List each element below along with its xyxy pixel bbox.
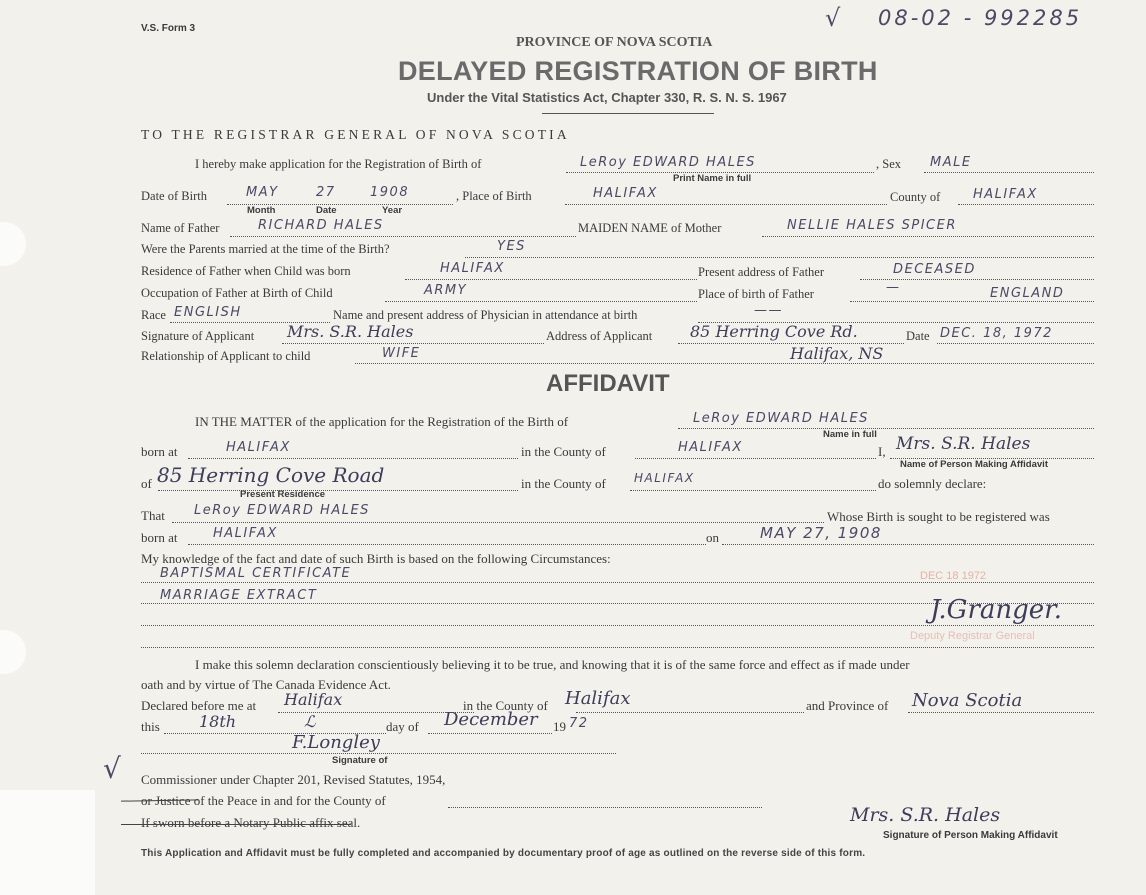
born-at-label: born at [141, 444, 178, 459]
declared-at-value: Halifax [284, 690, 343, 709]
county-label: County of [890, 190, 941, 204]
month-value: December [444, 709, 538, 730]
circumstance-2: MARRIAGE EXTRACT [160, 588, 318, 603]
county-label-3: in the County of [521, 476, 606, 491]
relationship-label: Relationship of Applicant to child [141, 349, 311, 363]
commissioner-check-mark: √ [103, 752, 123, 785]
present-residence-label: Present Residence [240, 489, 326, 500]
title-rule [542, 113, 714, 114]
father-birthplace-label: Place of birth of Father [698, 287, 814, 301]
registrar-stamp-date: DEC 18 1972 [920, 570, 987, 582]
born-at-value-2: HALIFAX [213, 526, 278, 541]
dob-date-value: 27 [316, 185, 336, 200]
matter-label: IN THE MATTER of the application for the Registration of the Birth of [195, 414, 569, 429]
county-label-4: in the County of [463, 698, 548, 713]
province-value: Nova Scotia [912, 690, 1023, 711]
application-date-value: DEC. 18, 1972 [940, 326, 1053, 341]
registrar-signature: J.Granger. [930, 595, 1062, 625]
punch-hole-top [0, 222, 26, 266]
registrar-heading: TO THE REGISTRAR GENERAL OF NOVA SCOTIA [141, 127, 570, 142]
present-address-value: DECEASED [893, 262, 976, 277]
solemnly-declare-label: do solemnly declare: [878, 476, 987, 491]
mother-label: MAIDEN NAME of Mother [578, 221, 722, 235]
applicant-signature: Mrs. S.R. Hales [287, 322, 414, 341]
born-at-value: HALIFAX [226, 440, 291, 455]
commissioner-signature: F.Longley [292, 732, 380, 753]
year-value: 72 [569, 716, 589, 731]
physician-dash: —— [754, 303, 783, 318]
this-day-value: 18th [199, 712, 237, 731]
sex-value: MALE [930, 155, 972, 170]
page-title: DELAYED REGISTRATION OF BIRTH [398, 56, 878, 86]
county-label-2: in the County of [521, 444, 606, 459]
race-label: Race [141, 308, 166, 322]
occupation-value: ARMY [424, 283, 468, 298]
county-value-4: Halifax [565, 688, 631, 709]
day-of-label: day of [386, 719, 419, 734]
mother-value: NELLIE HALES SPICER [787, 218, 957, 233]
whose-birth-label: Whose Birth is sought to be registered was [827, 509, 1050, 524]
registrar-stamp-text: Deputy Registrar General [910, 630, 1035, 642]
commissioner-line-3: If sworn before a Notary Public affix seal. [141, 815, 361, 830]
circumstance-1: BAPTISMAL CERTIFICATE [160, 566, 352, 581]
province-label: and Province of [806, 698, 889, 713]
this-label: this [141, 719, 160, 734]
commissioner-line-2: or Justice of the Peace in and for the County of [141, 793, 386, 808]
father-label: Name of Father [141, 221, 220, 235]
applicant-address-label: Address of Applicant [546, 329, 653, 343]
father-birthplace-value: ENGLAND [990, 286, 1065, 301]
i-label: I, [878, 444, 886, 459]
affidavit-title: AFFIDAVIT [546, 370, 670, 397]
married-label: Were the Parents married at the time of the Birth? [141, 242, 390, 256]
relationship-value: WIFE [382, 346, 421, 361]
father-value: RICHARD HALES [258, 218, 384, 233]
year-label: Year [382, 205, 403, 216]
year-prefix-label: 19 [553, 719, 566, 734]
footer-note: This Application and Affidavit must be fully completed and accompanied by documentary proof of age as outlined on the reverse side of this form. [141, 848, 866, 859]
dob-month-value: MAY [246, 185, 279, 200]
affiant-name-value: Mrs. S.R. Hales [896, 434, 1031, 454]
form-number: V.S. Form 3 [141, 23, 196, 34]
day-ordinal-mark: ℒ [304, 712, 316, 731]
dob-year-value: 1908 [370, 185, 410, 200]
month-label: Month [247, 205, 276, 216]
commissioner-line-1: Commissioner under Chapter 201, Revised Statutes, 1954, [141, 772, 446, 787]
that-value: LeRoy EDWARD HALES [194, 503, 370, 518]
declared-before-label: Declared before me at [141, 698, 257, 713]
province-heading: PROVINCE OF NOVA SCOTIA [516, 35, 713, 50]
affidavit-child-name: LeRoy EDWARD HALES [693, 411, 869, 426]
that-label: That [141, 508, 165, 523]
page-corner-tear [0, 790, 95, 895]
on-value: MAY 27, 1908 [760, 524, 882, 542]
sex-label: , Sex [876, 157, 901, 171]
punch-hole-bottom [0, 630, 26, 674]
check-mark: √ [825, 4, 842, 32]
signature-label: Signature of Applicant [141, 329, 255, 343]
married-value: YES [497, 239, 526, 254]
place-value: HALIFAX [593, 186, 658, 201]
residence-value-2: 85 Herring Cove Road [157, 463, 385, 487]
child-name-value: LeRoy EDWARD HALES [580, 155, 756, 170]
affiant-name-label: Name of Person Making Affidavit [900, 459, 1048, 470]
on-label: on [706, 530, 719, 545]
name-full-label: Name in full [823, 429, 877, 440]
of-label: of [141, 476, 152, 491]
residence-label: Residence of Father when Child was born [141, 264, 351, 278]
print-name-label: Print Name in full [673, 173, 752, 184]
dob-label: Date of Birth [141, 189, 207, 203]
intro-label: I hereby make application for the Registration of Birth of [195, 157, 482, 171]
strike-line-2 [121, 824, 351, 825]
applicant-address-line2: Halifax, NS [790, 344, 884, 363]
race-value: ENGLISH [174, 305, 242, 320]
signature-of-label: Signature of [332, 755, 388, 766]
date-label: Date [316, 205, 337, 216]
county-value-3: HALIFAX [634, 471, 695, 485]
affiant-signature-label: Signature of Person Making Affidavit [883, 830, 1058, 841]
county-value: HALIFAX [973, 187, 1038, 202]
born-at-label-2: born at [141, 530, 178, 545]
county-value-2: HALIFAX [678, 440, 743, 455]
page-subtitle: Under the Vital Statistics Act, Chapter 330, R. S. N. S. 1967 [427, 90, 787, 105]
occupation-label: Occupation of Father at Birth of Child [141, 286, 333, 300]
father-birthplace-dash: — [886, 280, 901, 295]
place-label: , Place of Birth [456, 189, 532, 203]
physician-label: Name and present address of Physician in attendance at birth [333, 308, 638, 322]
serial-number: 08-02 - 992285 [878, 6, 1083, 30]
present-address-label: Present address of Father [698, 265, 825, 279]
knowledge-label: My knowledge of the fact and date of such Birth is based on the following Circumstances: [141, 551, 611, 566]
solemn-declaration-2: oath and by virtue of The Canada Evidence Act. [141, 677, 391, 692]
solemn-declaration-1: I make this solemn declaration conscientiously believing it to be true, and knowing that it is of the same force and effect as if made under [195, 657, 910, 672]
residence-value: HALIFAX [440, 261, 505, 276]
affiant-signature: Mrs. S.R. Hales [850, 804, 1001, 826]
date-label-2: Date [906, 329, 930, 343]
applicant-address-value: 85 Herring Cove Rd. [690, 322, 858, 341]
